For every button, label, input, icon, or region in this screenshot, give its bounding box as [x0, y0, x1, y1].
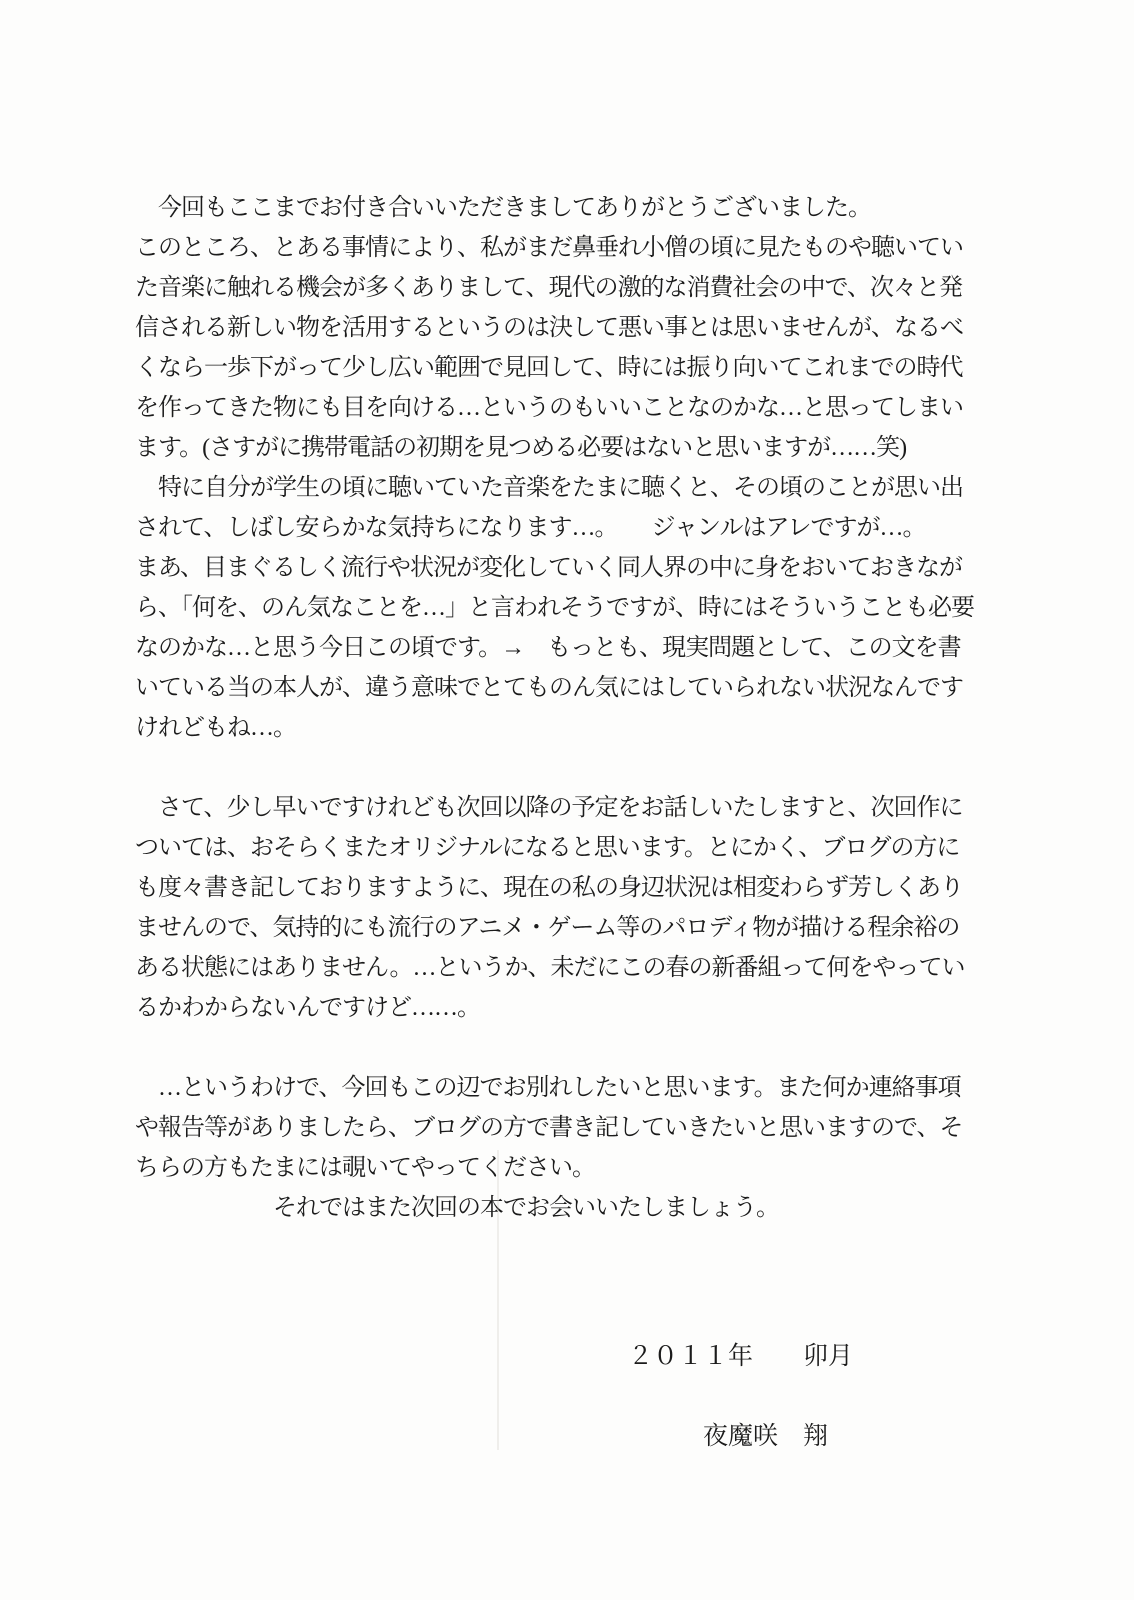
text-line: ある状態にはありません。…というか、未だにこの春の新番組って何をやってい: [135, 955, 965, 981]
text-line: も度々書き記しておりますように、現在の私の身辺状況は相変わらず芳しくあり: [135, 875, 963, 901]
text-line: ます。(さすがに携帯電話の初期を見つめる必要はないと思いますが……笑): [135, 435, 907, 461]
text-line: それではまた次回の本でお会いいたしましょう。: [135, 1195, 779, 1221]
text-line: るかわからないんですけど……。: [135, 995, 480, 1021]
text-line: ちらの方もたまには覗いてやってください。: [135, 1155, 595, 1181]
text-line: けれどもね…。: [135, 715, 296, 741]
text-line: されて、しばし安らかな気持ちになります…。 ジャンルはアレですが…。: [135, 515, 926, 541]
text-line: ませんので、気持的にも流行のアニメ・ゲーム等のパロディ物が描ける程余裕の: [135, 915, 960, 941]
text-line: ついては、おそらくまたオリジナルになると思います。とにかく、ブログの方に: [135, 835, 960, 861]
text-line: このところ、とある事情により、私がまだ鼻垂れ小僧の頃に見たものや聴いてい: [135, 235, 963, 261]
text-line: さて、少し早いですけれども次回以降の予定をお話しいたしますと、次回作に: [135, 795, 963, 821]
date-line: ２０１１年 卯月: [628, 1343, 854, 1370]
blank-line: [135, 1028, 995, 1068]
text-line: …というわけで、今回もこの辺でお別れしたいと思います。また何か連絡事項: [135, 1075, 961, 1101]
text-line: まあ、目まぐるしく流行や状況が変化していく同人界の中に身をおいておきなが: [135, 555, 963, 581]
text-line: や報告等がありましたら、ブログの方で書き記していきたいと思いますので、そ: [135, 1115, 963, 1141]
author-signature: 夜魔咲 翔: [703, 1423, 829, 1450]
text-line: 信される新しい物を活用するというのは決して悪い事とは思いませんが、なるべ: [135, 315, 963, 341]
text-line: なのかな…と思う今日この頃です。→ もっとも、現実問題として、この文を書: [135, 635, 961, 661]
text-line: くなら一歩下がって少し広い範囲で見回して、時には振り向いてこれまでの時代: [135, 355, 963, 381]
blank-line: [135, 748, 995, 788]
text-line: を作ってきた物にも目を向ける…というのもいいことなのかな…と思ってしまい: [135, 395, 963, 421]
afterword-body: [135, 188, 995, 1228]
text-line: 特に自分が学生の頃に聴いていた音楽をたまに聴くと、その頃のことが思い出: [135, 475, 963, 501]
text-line: た音楽に触れる機会が多くありまして、現代の激的な消費社会の中で、次々と発: [135, 275, 963, 301]
text-line: ら、「何を、のん気なことを…」と言われそうですが、時にはそういうことも必要: [135, 595, 974, 621]
text-line: いている当の本人が、違う意味でとてものん気にはしていられない状況なんです: [135, 675, 963, 701]
text-line: 今回もここまでお付き合いいただきましてありがとうございました。: [135, 195, 871, 221]
